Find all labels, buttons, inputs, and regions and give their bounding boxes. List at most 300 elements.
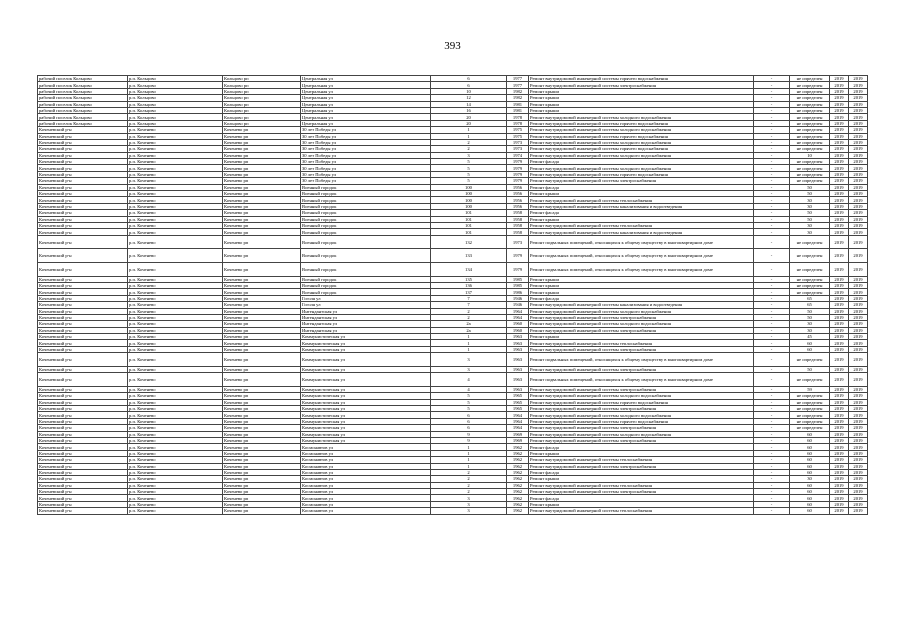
cell-settlement: р.п. Коченево [128,366,223,372]
cell-house-number: 100 [431,197,507,203]
cell-settlement: р.п. Коченево [128,282,223,288]
cell-work-type: Ремонт внутридомовой инженерной системы электроснабжения [529,178,754,184]
cell-plan-end: 2019 [849,444,868,450]
cell-plan-start: 2019 [830,393,849,399]
cell-cost: - [754,302,790,308]
cell-locality: Коченево рп [223,184,301,190]
cell-house-number: 135 [431,276,507,282]
cell-district: Коченевский р-н [38,203,128,209]
cell-plan-end: 2019 [849,508,868,514]
cell-service-life: 50 [790,216,830,222]
cell-work-type: Ремонт крыши [529,450,754,456]
cell-service-life: не определен [790,405,830,411]
cell-settlement: р.п. Коченево [128,222,223,228]
cell-cost: - [754,482,790,488]
cell-house-number: 1 [431,133,507,139]
cell-district: Коченевский р-н [38,346,128,352]
cell-settlement: р.п. Коченево [128,450,223,456]
cell-street: Коммунистическая ул [301,437,431,443]
cell-build-year: 1958 [507,229,529,235]
cell-cost: - [754,508,790,514]
cell-house-number: 9 [431,437,507,443]
cell-settlement: р.п. Коченево [128,321,223,327]
cell-house-number: 1 [431,463,507,469]
cell-plan-start: 2019 [830,127,849,133]
cell-cost: - [754,393,790,399]
cell-settlement: р.п. Коченево [128,386,223,392]
cell-locality: Коченево рп [223,295,301,301]
cell-plan-end: 2019 [849,340,868,346]
cell-house-number: 20 [431,120,507,126]
cell-service-life: 59 [790,386,830,392]
cell-locality: Коченево рп [223,314,301,320]
cell-cost: - [754,216,790,222]
cell-service-life: не определен [790,133,830,139]
cell-house-number: 132 [431,235,507,249]
cell-cost: - [754,476,790,482]
cell-plan-start: 2019 [830,450,849,456]
cell-house-number: 1 [431,127,507,133]
cell-street: Военный городок [301,203,431,209]
cell-plan-end: 2019 [849,88,868,94]
cell-settlement: р.п. Коченево [128,431,223,437]
cell-street: Коммунистическая ул [301,393,431,399]
cell-work-type: Ремонт подвальных помещений, относящихся к общему имуществу в многоквартирном доме [529,353,754,367]
cell-plan-end: 2019 [849,463,868,469]
cell-service-life: 50 [790,191,830,197]
cell-district: Коченевский р-н [38,314,128,320]
cell-work-type: Ремонт подвальных помещений, относящихся к общему имуществу в многоквартирном доме [529,249,754,263]
cell-settlement: р.п. Коченево [128,165,223,171]
cell-street: Интендантская ул [301,308,431,314]
cell-settlement: р.п. Коченево [128,197,223,203]
cell-settlement: р.п. Коченево [128,308,223,314]
cell-work-type: Ремонт крыши [529,95,754,101]
cell-house-number: 7 [431,302,507,308]
cell-district: Коченевский р-н [38,373,128,387]
cell-service-life: 60 [790,437,830,443]
cell-cost: - [754,222,790,228]
cell-house-number: 16 [431,107,507,113]
cell-plan-start: 2019 [830,373,849,387]
cell-street: Космонавтов ул [301,469,431,475]
cell-plan-end: 2019 [849,76,868,82]
cell-work-type: Ремонт внутридомовой инженерной системы холодного водоснабжения [529,152,754,158]
cell-settlement: р.п. Коченево [128,437,223,443]
cell-house-number: 5 [431,178,507,184]
cell-plan-end: 2019 [849,216,868,222]
cell-locality: Коченево рп [223,476,301,482]
cell-street: Центральная ул [301,101,431,107]
cell-district: рабочий поселок Кольцово [38,101,128,107]
cell-district: Коченевский р-н [38,262,128,276]
cell-build-year: 1969 [507,437,529,443]
cell-district: Коченевский р-н [38,152,128,158]
cell-service-life: 10 [790,152,830,158]
cell-house-number: 133 [431,249,507,263]
cell-plan-start: 2019 [830,178,849,184]
cell-plan-end: 2019 [849,146,868,152]
cell-locality: Коченево рп [223,229,301,235]
cell-plan-end: 2019 [849,107,868,113]
cell-locality: Коченево рп [223,431,301,437]
cell-plan-start: 2019 [830,282,849,288]
cell-locality: Коченево рп [223,146,301,152]
cell-plan-end: 2019 [849,302,868,308]
cell-house-number: 100 [431,203,507,209]
cell-build-year: 1965 [507,399,529,405]
cell-service-life: не определен [790,146,830,152]
cell-work-type: Ремонт внутридомовой инженерной системы канализования и водоотведения [529,203,754,209]
cell-cost: - [754,399,790,405]
cell-plan-end: 2019 [849,95,868,101]
cell-street: Коммунистическая ул [301,373,431,387]
cell-service-life: не определен [790,373,830,387]
cell-cost: - [754,340,790,346]
cell-cost: - [754,327,790,333]
cell-locality: Коченево рп [223,171,301,177]
cell-cost: - [754,159,790,165]
cell-work-type: Ремонт фасада [529,495,754,501]
cell-district: Коченевский р-н [38,393,128,399]
cell-locality: Коченево рп [223,289,301,295]
cell-house-number: 101 [431,210,507,216]
cell-build-year: 1960 [507,327,529,333]
cell-cost: - [754,133,790,139]
cell-district: Коченевский р-н [38,418,128,424]
cell-build-year: 1962 [507,501,529,507]
cell-work-type: Ремонт фасада [529,184,754,190]
cell-build-year: 1982 [507,88,529,94]
cell-locality: Коченево рп [223,327,301,333]
cell-district: Коченевский р-н [38,302,128,308]
cell-street: Центральная ул [301,95,431,101]
table-row [38,262,868,276]
cell-plan-end: 2019 [849,133,868,139]
table-row [38,373,868,387]
cell-locality: Коченево рп [223,178,301,184]
cell-build-year: 1956 [507,203,529,209]
cell-plan-end: 2019 [849,184,868,190]
cell-plan-start: 2019 [830,501,849,507]
cell-locality: Коченево рп [223,210,301,216]
cell-district: Коченевский р-н [38,308,128,314]
cell-district: Коченевский р-н [38,210,128,216]
cell-plan-start: 2019 [830,222,849,228]
cell-cost: - [754,276,790,282]
cell-service-life: не определен [790,114,830,120]
cell-locality: Коченево рп [223,425,301,431]
cell-district: Коченевский р-н [38,353,128,367]
cell-cost: - [754,146,790,152]
cell-district: Коченевский р-н [38,431,128,437]
cell-locality: Кольцово рп [223,114,301,120]
cell-locality: Коченево рп [223,159,301,165]
cell-service-life: не определен [790,88,830,94]
cell-settlement: р.п. Коченево [128,508,223,514]
cell-service-life: не определен [790,178,830,184]
cell-cost: - [754,450,790,456]
cell-locality: Коченево рп [223,489,301,495]
cell-locality: Коченево рп [223,235,301,249]
cell-locality: Коченево рп [223,463,301,469]
cell-plan-start: 2019 [830,76,849,82]
cell-street: Военный городок [301,249,431,263]
cell-house-number: 100 [431,191,507,197]
cell-plan-end: 2019 [849,101,868,107]
cell-locality: Коченево рп [223,262,301,276]
cell-service-life: не определен [790,107,830,113]
cell-cost: - [754,171,790,177]
cell-settlement: р.п. Кольцово [128,120,223,126]
cell-district: Коченевский р-н [38,295,128,301]
cell-plan-end: 2019 [849,152,868,158]
page-number: 393 [444,40,461,52]
cell-plan-end: 2019 [849,165,868,171]
cell-street: 30 лет Победы ул [301,146,431,152]
cell-service-life: 60 [790,489,830,495]
cell-service-life: не определен [790,165,830,171]
cell-house-number: 14 [431,101,507,107]
cell-district: Коченевский р-н [38,327,128,333]
cell-plan-end: 2019 [849,482,868,488]
cell-cost: - [754,425,790,431]
cell-plan-end: 2019 [849,114,868,120]
cell-locality: Коченево рп [223,308,301,314]
cell-house-number: 9 [431,431,507,437]
cell-street: Военный городок [301,210,431,216]
cell-plan-end: 2019 [849,405,868,411]
cell-build-year: 1962 [507,476,529,482]
cell-build-year: 1977 [507,76,529,82]
cell-work-type: Ремонт внутридомовой инженерной системы горячего водоснабжения [529,171,754,177]
cell-district: Коченевский р-н [38,366,128,372]
cell-plan-end: 2019 [849,282,868,288]
cell-street: Космонавтов ул [301,450,431,456]
cell-plan-end: 2019 [849,191,868,197]
cell-cost: - [754,139,790,145]
cell-service-life: 30 [790,327,830,333]
table-row [38,353,868,367]
cell-cost: - [754,437,790,443]
cell-build-year: 1978 [507,120,529,126]
cell-street: Коммунистическая ул [301,334,431,340]
cell-plan-start: 2019 [830,444,849,450]
cell-locality: Кольцово рп [223,101,301,107]
cell-street: 30 лет Победы ул [301,133,431,139]
cell-work-type: Ремонт внутридомовой инженерной системы холодного водоснабжения [529,139,754,145]
cell-work-type: Ремонт крыши [529,101,754,107]
cell-locality: Кольцово рп [223,76,301,82]
cell-district: Коченевский р-н [38,276,128,282]
cell-build-year: 1979 [507,178,529,184]
cell-cost: - [754,495,790,501]
cell-work-type: Ремонт крыши [529,88,754,94]
cell-house-number: 101 [431,222,507,228]
cell-work-type: Ремонт внутридомовой инженерной системы электроснабжения [529,437,754,443]
cell-district: Коченевский р-н [38,469,128,475]
cell-locality: Коченево рп [223,386,301,392]
cell-build-year: 1956 [507,191,529,197]
cell-build-year: 1963 [507,340,529,346]
cell-work-type: Ремонт фасада [529,444,754,450]
cell-locality: Коченево рп [223,302,301,308]
cell-cost: - [754,412,790,418]
cell-plan-end: 2019 [849,501,868,507]
cell-plan-start: 2019 [830,289,849,295]
cell-plan-start: 2019 [830,437,849,443]
cell-district: Коченевский р-н [38,334,128,340]
cell-street: Центральная ул [301,114,431,120]
cell-house-number: 2 [431,476,507,482]
cell-work-type: Ремонт внутридомовой инженерной системы электроснабжения [529,82,754,88]
cell-settlement: р.п. Коченево [128,405,223,411]
cell-street: Космонавтов ул [301,463,431,469]
cell-cost: - [754,405,790,411]
cell-cost: - [754,114,790,120]
cell-plan-start: 2019 [830,334,849,340]
cell-service-life: 60 [790,469,830,475]
cell-plan-end: 2019 [849,373,868,387]
cell-work-type: Ремонт внутридомовой инженерной системы горячего водоснабжения [529,120,754,126]
cell-settlement: р.п. Коченево [128,276,223,282]
cell-district: Коченевский р-н [38,450,128,456]
cell-settlement: р.п. Кольцово [128,82,223,88]
cell-house-number: 101 [431,216,507,222]
cell-locality: Коченево рп [223,340,301,346]
cell-district: Коченевский р-н [38,235,128,249]
cell-settlement: р.п. Коченево [128,327,223,333]
cell-settlement: р.п. Кольцово [128,95,223,101]
cell-build-year: 1946 [507,295,529,301]
cell-plan-end: 2019 [849,210,868,216]
cell-locality: Коченево рп [223,418,301,424]
cell-cost: - [754,249,790,263]
cell-build-year: 1963 [507,353,529,367]
cell-locality: Коченево рп [223,249,301,263]
cell-plan-start: 2019 [830,308,849,314]
cell-locality: Коченево рп [223,482,301,488]
cell-plan-start: 2019 [830,295,849,301]
cell-house-number: 100 [431,184,507,190]
cell-build-year: 1979 [507,171,529,177]
cell-street: Военный городок [301,262,431,276]
cell-cost: - [754,346,790,352]
cell-plan-end: 2019 [849,295,868,301]
cell-locality: Коченево рп [223,457,301,463]
cell-settlement: р.п. Коченево [128,444,223,450]
cell-house-number: 2 [431,314,507,320]
cell-plan-start: 2019 [830,399,849,405]
cell-district: Коченевский р-н [38,476,128,482]
cell-street: Центральная ул [301,107,431,113]
cell-plan-end: 2019 [849,308,868,314]
cell-plan-end: 2019 [849,321,868,327]
cell-work-type: Ремонт внутридомовой инженерной системы электроснабжения [529,405,754,411]
cell-plan-end: 2019 [849,235,868,249]
cell-house-number: 12 [431,95,507,101]
cell-plan-end: 2019 [849,289,868,295]
cell-service-life: не определен [790,95,830,101]
cell-district: рабочий поселок Кольцово [38,88,128,94]
cell-work-type: Ремонт внутридомовой инженерной системы теплоснабжения [529,197,754,203]
cell-service-life: не определен [790,101,830,107]
cell-work-type: Ремонт внутридомовой инженерной системы холодного водоснабжения [529,393,754,399]
cell-settlement: р.п. Коченево [128,393,223,399]
cell-plan-start: 2019 [830,249,849,263]
cell-plan-end: 2019 [849,327,868,333]
cell-street: Коммунистическая ул [301,346,431,352]
cell-settlement: р.п. Коченево [128,178,223,184]
cell-house-number: 20 [431,114,507,120]
cell-service-life: не определен [790,276,830,282]
cell-build-year: 1981 [507,107,529,113]
cell-district: Коченевский р-н [38,127,128,133]
cell-cost: - [754,197,790,203]
cell-house-number: 1 [431,334,507,340]
cell-locality: Коченево рп [223,165,301,171]
cell-work-type: Ремонт крыши [529,334,754,340]
cell-district: Коченевский р-н [38,457,128,463]
cell-settlement: р.п. Коченево [128,133,223,139]
cell-locality: Коченево рп [223,444,301,450]
cell-cost: - [754,82,790,88]
cell-street: Коммунистическая ул [301,399,431,405]
cell-build-year: 1962 [507,482,529,488]
cell-service-life: не определен [790,76,830,82]
cell-work-type: Ремонт внутридомовой инженерной системы горячего водоснабжения [529,418,754,424]
cell-service-life: 60 [790,501,830,507]
cell-cost: - [754,463,790,469]
cell-plan-start: 2019 [830,321,849,327]
cell-settlement: р.п. Коченево [128,334,223,340]
cell-settlement: р.п. Коченево [128,346,223,352]
cell-district: Коченевский р-н [38,508,128,514]
cell-street: Военный городок [301,197,431,203]
cell-settlement: р.п. Коченево [128,302,223,308]
cell-street: Гоголя ул [301,295,431,301]
cell-service-life: не определен [790,171,830,177]
cell-house-number: 5 [431,171,507,177]
cell-locality: Коченево рп [223,450,301,456]
cell-plan-end: 2019 [849,171,868,177]
cell-build-year: 1964 [507,412,529,418]
cell-district: Коченевский р-н [38,229,128,235]
cell-service-life: 30 [790,476,830,482]
cell-locality: Коченево рп [223,495,301,501]
cell-settlement: р.п. Коченево [128,184,223,190]
cell-service-life: 60 [790,450,830,456]
cell-house-number: 3 [431,366,507,372]
cell-plan-end: 2019 [849,334,868,340]
cell-locality: Коченево рп [223,412,301,418]
cell-district: рабочий поселок Кольцово [38,120,128,126]
cell-locality: Коченево рп [223,321,301,327]
cell-cost: - [754,107,790,113]
cell-build-year: 1963 [507,334,529,340]
cell-district: рабочий поселок Кольцово [38,107,128,113]
cell-plan-start: 2019 [830,489,849,495]
cell-plan-start: 2019 [830,216,849,222]
cell-locality: Кольцово рп [223,88,301,94]
cell-work-type: Ремонт внутридомовой инженерной системы холодного водоснабжения [529,165,754,171]
cell-cost: - [754,178,790,184]
cell-plan-end: 2019 [849,139,868,145]
cell-cost: - [754,457,790,463]
cell-plan-start: 2019 [830,101,849,107]
cell-build-year: 1982 [507,95,529,101]
cell-house-number: 1 [431,340,507,346]
